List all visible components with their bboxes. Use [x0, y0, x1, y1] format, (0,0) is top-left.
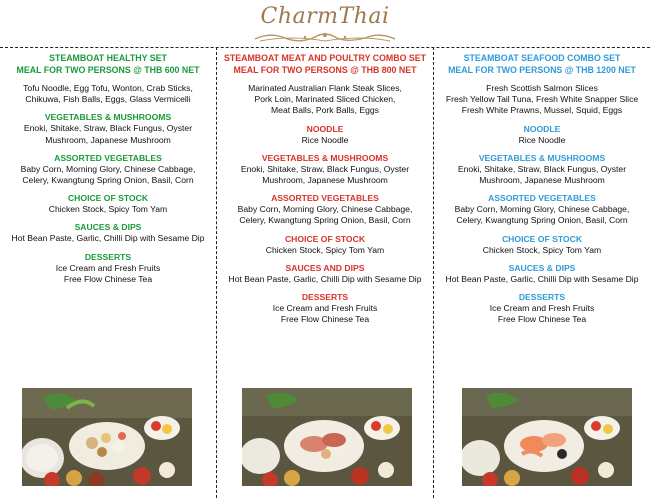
set-price: MEAL FOR TWO PERSONS @ THB 600 NET [16, 65, 200, 75]
section-heading: SAUCES AND DIPS [285, 262, 365, 273]
intro-line: Chikuwa, Fish Balls, Eggs, Glass Vermicelli [25, 94, 191, 105]
intro-line: Meat Balls, Pork Balls, Eggs [271, 105, 379, 116]
set-price: MEAL FOR TWO PERSONS @ THB 800 NET [233, 65, 417, 75]
section-heading: CHOICE OF STOCK [501, 233, 583, 244]
section-heading: VEGETABLES & MUSHROOMS [44, 112, 172, 123]
menu-section [0, 112, 216, 145]
set-title: STEAMBOAT SEAFOOD COMBO SET [463, 53, 621, 63]
set-intro [434, 83, 650, 117]
section-line: Celery, Kwangtung Spring Onion, Basil, Corn [239, 215, 411, 226]
section-line: Ice Cream and Fresh Fruits [272, 303, 378, 314]
seafood-set-photo [462, 388, 632, 486]
section-line: Baby Corn, Morning Glory, Chinese Cabbage, [20, 163, 196, 174]
meat-poultry-set-photo [242, 388, 412, 486]
section-heading: ASSORTED VEGETABLES [488, 193, 596, 204]
menu-section [217, 292, 433, 325]
menu-section [434, 124, 650, 146]
logo-text: CharmThai [260, 4, 390, 29]
section-heading: NOODLE [523, 123, 561, 134]
section-line: Hot Bean Paste, Garlic, Chilli Dip with Sesame Dip [228, 273, 422, 284]
section-line: Rice Noodle [518, 134, 566, 145]
section-heading: DESSERTS [301, 292, 349, 303]
section-line: Free Flow Chinese Tea [280, 314, 370, 325]
section-heading: DESSERTS [84, 251, 132, 262]
section-line: Chicken Stock, Spicy Tom Yam [48, 204, 168, 215]
menu-section [434, 153, 650, 186]
menu-section [217, 153, 433, 186]
section-line: Chicken Stock, Spicy Tom Yam [265, 244, 385, 255]
section-heading: ASSORTED VEGETABLES [271, 193, 379, 204]
menu-section [217, 263, 433, 285]
section-line: Mushroom, Japanese Mushroom [262, 175, 388, 186]
section-line: Hot Bean Paste, Garlic, Chilli Dip with Sesame Dip [445, 273, 639, 284]
charm-thai-logo [240, 4, 410, 46]
section-heading: NOODLE [306, 123, 344, 134]
menu-section [0, 222, 216, 244]
intro-line: Tofu Noodle, Egg Tofu, Wonton, Crab Sticks, [23, 83, 193, 93]
section-heading: DESSERTS [518, 292, 566, 303]
section-line: Free Flow Chinese Tea [497, 314, 587, 325]
intro-line: Fresh White Prawns, Mussel, Squid, Eggs [461, 105, 623, 116]
section-line: Enoki, Shitake, Straw, Black Fungus, Oyster [457, 163, 627, 174]
section-line: Celery, Kwangtung Spring Onion, Basil, Corn [22, 175, 194, 186]
menu-section [434, 193, 650, 226]
section-heading: VEGETABLES & MUSHROOMS [478, 152, 606, 163]
section-line: Ice Cream and Fresh Fruits [489, 303, 595, 314]
set-title: STEAMBOAT HEALTHY SET [49, 53, 167, 63]
healthy-set-photo [22, 388, 192, 486]
menu-section [434, 292, 650, 325]
section-line: Hot Bean Paste, Garlic, Chilli Dip with Sesame Dip [11, 233, 205, 244]
menu-section [217, 124, 433, 146]
section-line: Celery, Kwangtung Spring Onion, Basil, Corn [456, 215, 628, 226]
set-title: STEAMBOAT MEAT AND POULTRY COMBO SET [224, 53, 426, 63]
section-line: Baby Corn, Morning Glory, Chinese Cabbage, [237, 204, 413, 215]
section-heading: SAUCES & DIPS [74, 222, 142, 233]
intro-line: Marinated Australian Flank Steak Slices, [248, 83, 402, 93]
logo-ornament-icon [250, 30, 400, 44]
set-intro [0, 83, 216, 105]
menu-section [0, 252, 216, 285]
section-line: Enoki, Shitake, Straw, Black Fungus, Oyster [23, 123, 193, 134]
set-intro [217, 83, 433, 117]
header [0, 0, 650, 48]
top-divider [0, 47, 650, 48]
section-line: Free Flow Chinese Tea [63, 273, 153, 284]
section-line: Enoki, Shitake, Straw, Black Fungus, Oyster [240, 163, 410, 174]
section-heading: ASSORTED VEGETABLES [54, 152, 162, 163]
menu-section [217, 193, 433, 226]
section-line: Ice Cream and Fresh Fruits [55, 262, 161, 273]
section-line: Chicken Stock, Spicy Tom Yam [482, 244, 602, 255]
section-heading: SAUCES & DIPS [508, 262, 576, 273]
menu-section [217, 234, 433, 256]
intro-line: Fresh Yellow Tail Tuna, Fresh White Snapper Slice [445, 94, 639, 105]
menu-section [0, 153, 216, 186]
section-line: Mushroom, Japanese Mushroom [479, 175, 605, 186]
section-heading: CHOICE OF STOCK [284, 233, 366, 244]
menu-section [0, 193, 216, 215]
set-price: MEAL FOR TWO PERSONS @ THB 1200 NET [448, 65, 636, 75]
section-heading: CHOICE OF STOCK [67, 193, 149, 204]
intro-line: Fresh Scottish Salmon Slices [486, 83, 598, 93]
menu-section [434, 263, 650, 285]
section-line: Baby Corn, Morning Glory, Chinese Cabbage, [454, 204, 630, 215]
section-line: Rice Noodle [301, 134, 349, 145]
intro-line: Pork Loin, Marinated Sliced Chicken, [254, 94, 396, 105]
section-heading: VEGETABLES & MUSHROOMS [261, 152, 389, 163]
menu-section [434, 234, 650, 256]
section-line: Mushroom, Japanese Mushroom [45, 134, 171, 145]
